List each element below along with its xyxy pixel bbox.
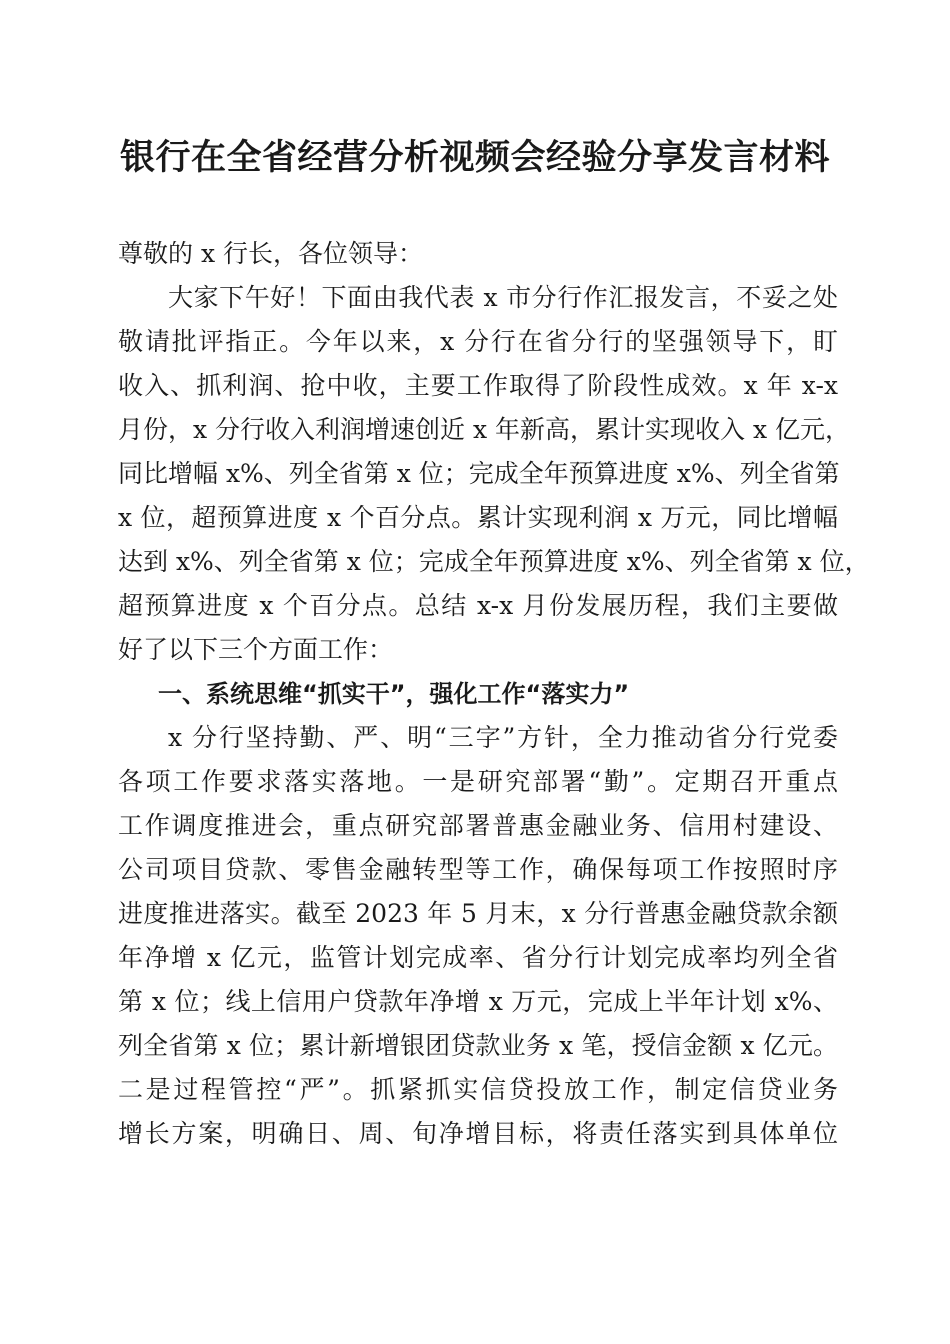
paragraph-2-line-7: 第 x 位；线上信用户贷款年净增 x 万元，完成上半年计划 x%、 <box>118 987 838 1016</box>
paragraph-2-line-10: 增长方案，明确日、周、旬净增目标，将责任落实到具体单位 <box>118 1119 838 1148</box>
paragraph-1-line-8: 超预算进度 x 个百分点。总结 x-x 月份发展历程，我们主要做 <box>118 591 838 620</box>
paragraph-1-line-2: 敬请批评指正。今年以来，x 分行在省分行的坚强领导下，盯 <box>118 327 838 356</box>
paragraph-2-line-6: 年净增 x 亿元，监管计划完成率、省分行计划完成率均列全省 <box>118 943 838 972</box>
paragraph-2-line-9: 二是过程管控“严”。抓紧抓实信贷投放工作，制定信贷业务 <box>118 1075 838 1104</box>
document-title: 银行在全省经营分析视频会经验分享发言材料 <box>119 137 830 178</box>
paragraph-1-line-1: 大家下午好！下面由我代表 x 市分行作汇报发言，不妥之处 <box>168 283 838 312</box>
paragraph-1-line-9: 好了以下三个方面工作： <box>118 635 394 664</box>
paragraph-2-line-3: 工作调度推进会，重点研究部署普惠金融业务、信用村建设、 <box>118 811 838 840</box>
paragraph-1-line-3: 收入、抓利润、抢中收，主要工作取得了阶段性成效。x 年 x-x <box>118 371 838 400</box>
paragraph-1-line-6: x 位，超预算进度 x 个百分点。累计实现利润 x 万元，同比增幅 <box>118 503 838 532</box>
paragraph-2-line-5: 进度推进落实。截至 2023 年 5 月末，x 分行普惠金融贷款余额 <box>118 899 838 928</box>
paragraph-2-line-8: 列全省第 x 位；累计新增银团贷款业务 x 笔，授信金额 x 亿元。 <box>118 1031 838 1060</box>
paragraph-1-line-4: 月份，x 分行收入利润增速创近 x 年新高，累计实现收入 x 亿元， <box>118 415 851 444</box>
paragraph-1-line-5: 同比增幅 x%、列全省第 x 位；完成全年预算进度 x%、列全省第 <box>118 459 840 488</box>
paragraph-2-line-1: x 分行坚持勤、严、明“三字”方针，全力推动省分行党委 <box>168 723 838 752</box>
paragraph-2-line-2: 各项工作要求落实落地。一是研究部署“勤”。定期召开重点 <box>118 767 838 796</box>
paragraph-2-line-4: 公司项目贷款、零售金融转型等工作，确保每项工作按照时序 <box>118 855 838 884</box>
section-heading-1: 一、系统思维“抓实干”，强化工作“落实力” <box>158 680 630 708</box>
salutation: 尊敬的 x 行长，各位领导： <box>118 239 423 268</box>
paragraph-1-line-7: 达到 x%、列全省第 x 位；完成全年预算进度 x%、列全省第 x 位， <box>118 547 870 576</box>
